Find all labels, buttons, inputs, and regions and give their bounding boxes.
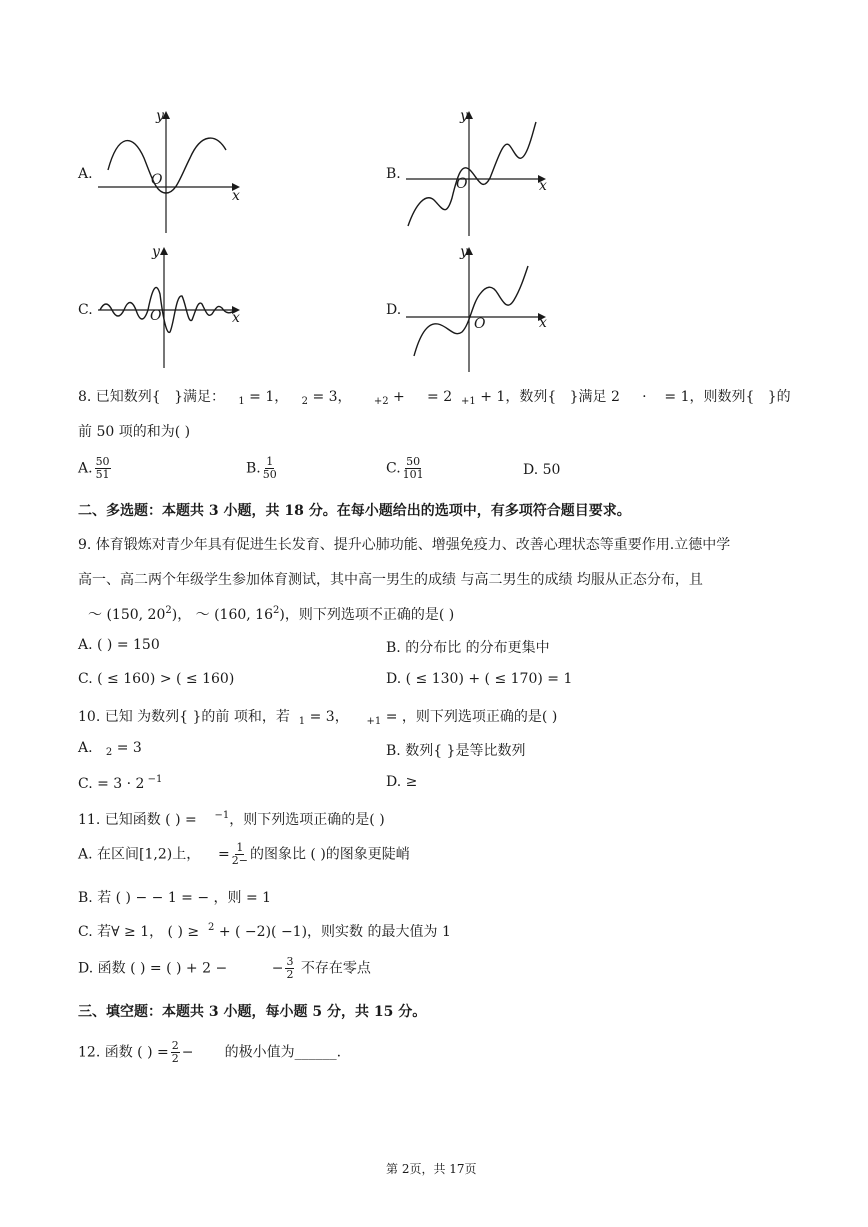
q10-sub: +1 — [366, 716, 382, 727]
graph-a-plot — [78, 108, 258, 238]
denominator: 50 — [262, 468, 277, 481]
q12-text: 12. 函数 ( ) = — [78, 1044, 169, 1061]
graph-c-plot — [78, 244, 258, 374]
q8-text: · — [642, 389, 647, 405]
fraction — [171, 1040, 180, 1065]
q8-text: = 1，则数列{ — [664, 389, 755, 405]
section-heading-fill-in: 三、填空题：本题共 3 小题，每小题 5 分，共 15 分。 — [78, 1004, 427, 1020]
q9-sup: 2 — [165, 605, 172, 616]
q10-option-a[interactable] — [78, 740, 142, 758]
q8-text: 8. 已知数列{ — [78, 389, 161, 405]
numerator: 1 — [266, 455, 274, 468]
numerator: 3 — [286, 955, 294, 968]
q8-text: = 3， — [308, 389, 352, 405]
option-text: + ( −2)( −1)，则实数 的最大值为 1 — [214, 924, 451, 940]
q10-option-d[interactable]: D. ≥ — [386, 774, 418, 790]
x-axis-label: x — [232, 188, 240, 204]
q9-line2: 高一、高二两个年级学生参加体育测试，其中高一男生的成绩 与高二男生的成绩 均服从正态分布，且 — [78, 572, 703, 588]
page-footer: 第 2页，共 17页 — [386, 1162, 477, 1176]
fraction — [95, 456, 111, 481]
denominator: 101 — [402, 468, 424, 481]
option-label: B. — [246, 460, 261, 477]
x-axis-label: x — [232, 310, 240, 326]
option-label: C. — [386, 460, 401, 477]
q12-text: − — [181, 1044, 194, 1061]
origin-label: O — [456, 176, 468, 192]
graph-letter: A. — [78, 166, 93, 182]
origin-label: O — [151, 172, 163, 188]
q12-text: 的极小值为 — [224, 1044, 295, 1061]
q11-option-c[interactable] — [78, 921, 451, 941]
q10-text: 10. 已知 为数列{ }的前 项和，若 — [78, 709, 290, 725]
q8-sub: 2 — [301, 396, 309, 407]
answer-blank[interactable]: ______ — [294, 1044, 337, 1061]
denominator: 2 — [286, 968, 294, 981]
q12-text: . — [336, 1044, 342, 1061]
q8-sub: 1 — [238, 396, 245, 407]
q10-sup: −1 — [144, 774, 163, 785]
numerator: 1 — [236, 841, 244, 854]
option-text: 的图象比 ( )的图象更陡峭 — [249, 846, 410, 863]
y-axis-label: y — [460, 244, 468, 260]
numerator: 2 — [171, 1039, 179, 1052]
option-text: = 3 — [112, 740, 142, 756]
q11-option-b[interactable]: B. 若 ( ) − − 1 = − ，则 = 1 — [78, 890, 272, 906]
q11-line1 — [78, 809, 385, 829]
q10-line1 — [78, 706, 557, 727]
q9-option-b[interactable]: B. 的分布比 的分布更集中 — [386, 640, 550, 656]
q10-text: = 3， — [305, 709, 349, 725]
option-text: = — [213, 846, 230, 863]
q8-line1 — [78, 386, 791, 407]
q11-sup: −1 — [214, 810, 230, 821]
origin-label: O — [474, 316, 486, 332]
graph-letter: C. — [78, 302, 93, 318]
option-text: 不存在零点 — [300, 960, 371, 977]
q9-line1: 9. 体育锻炼对青少年具有促进生长发育、提升心肺功能、增强免疫力、改善心理状态等重要作用.立德中学 — [78, 537, 731, 553]
numerator: 50 — [406, 455, 421, 468]
option-text: A. 在区间[1,2)上， — [78, 846, 201, 863]
q12-line — [78, 1040, 341, 1065]
q8-text: = 1， — [244, 389, 289, 405]
graph-option-c — [78, 244, 258, 374]
q8-option-a[interactable] — [78, 456, 113, 481]
y-axis-label: y — [460, 108, 468, 124]
denominator: 2 — [171, 1052, 179, 1065]
q8-line2: 前 50 项的和为( ) — [78, 424, 191, 440]
option-text: C. 若∀ ≥ 1， ( ) ≥ — [78, 924, 200, 940]
q8-text: }满足： — [174, 389, 225, 405]
q10-text: = ，则下列选项正确的是( ) — [381, 709, 558, 725]
option-text: C. = 3 · 2 — [78, 776, 145, 792]
fraction — [232, 842, 248, 867]
q8-sub: +1 — [461, 396, 476, 407]
q11-sup: 2 — [208, 922, 215, 933]
fraction — [263, 456, 277, 481]
fraction — [403, 456, 424, 481]
graph-d-plot — [386, 244, 566, 374]
numerator: 50 — [95, 455, 110, 468]
q9-text: ～ (150, 20 — [88, 607, 166, 623]
graph-option-a — [78, 108, 258, 238]
graph-option-d — [386, 244, 566, 374]
q8-text: = 2 — [427, 389, 453, 405]
origin-label: O — [150, 308, 162, 324]
q11-text: 11. 已知函数 ( ) = — [78, 812, 197, 828]
graph-option-b — [386, 108, 566, 238]
q10-sub: 2 — [105, 747, 113, 758]
section-heading-multi-choice: 二、多选题：本题共 3 小题，共 18 分。在每小题给出的选项中，有多项符合题目要求。 — [78, 503, 631, 519]
q11-option-d[interactable] — [78, 956, 371, 981]
option-label: A. — [78, 460, 93, 477]
q10-option-c[interactable] — [78, 774, 162, 792]
q9-option-d[interactable]: D. ( ≤ 130) + ( ≤ 170) = 1 — [386, 671, 573, 687]
q8-option-b[interactable] — [246, 456, 279, 481]
q8-option-d[interactable]: D. 50 — [523, 462, 561, 478]
q8-text: }满足 2 — [569, 389, 620, 405]
q9-sup: 2 — [273, 605, 280, 616]
option-text: − — [271, 960, 284, 977]
q8-text: }的 — [767, 389, 791, 405]
q9-option-a[interactable]: A. ( ) = 150 — [78, 637, 160, 653]
q10-option-b[interactable]: B. 数列{ }是等比数列 — [386, 743, 526, 759]
q8-option-c[interactable] — [386, 456, 426, 481]
q9-text: )， ～ (160, 16 — [171, 607, 273, 623]
q10-sub: 1 — [298, 716, 306, 727]
q8-sub: +2 — [373, 396, 389, 407]
q8-text: + — [388, 389, 410, 405]
fraction — [285, 956, 294, 981]
denominator: 2− — [231, 854, 248, 867]
q9-text: )，则下列选项不正确的是( ) — [279, 607, 455, 623]
x-axis-label: x — [539, 178, 547, 194]
option-text: D. 函数 ( ) = ( ) + 2 − — [78, 960, 228, 977]
y-axis-label: y — [156, 108, 164, 124]
graph-letter: D. — [386, 302, 402, 318]
q11-text: ，则下列选项正确的是( ) — [229, 812, 385, 828]
x-axis-label: x — [539, 315, 547, 331]
graph-b-plot — [386, 108, 566, 238]
y-axis-label: y — [152, 244, 160, 260]
option-label: A. — [78, 740, 93, 756]
q11-option-a[interactable] — [78, 842, 410, 867]
graph-letter: B. — [386, 166, 401, 182]
denominator: 51 — [95, 468, 110, 481]
q8-text: + 1，数列{ — [475, 389, 557, 405]
q9-line3 — [88, 604, 454, 624]
q9-option-c[interactable]: C. ( ≤ 160) > ( ≤ 160) — [78, 671, 235, 687]
